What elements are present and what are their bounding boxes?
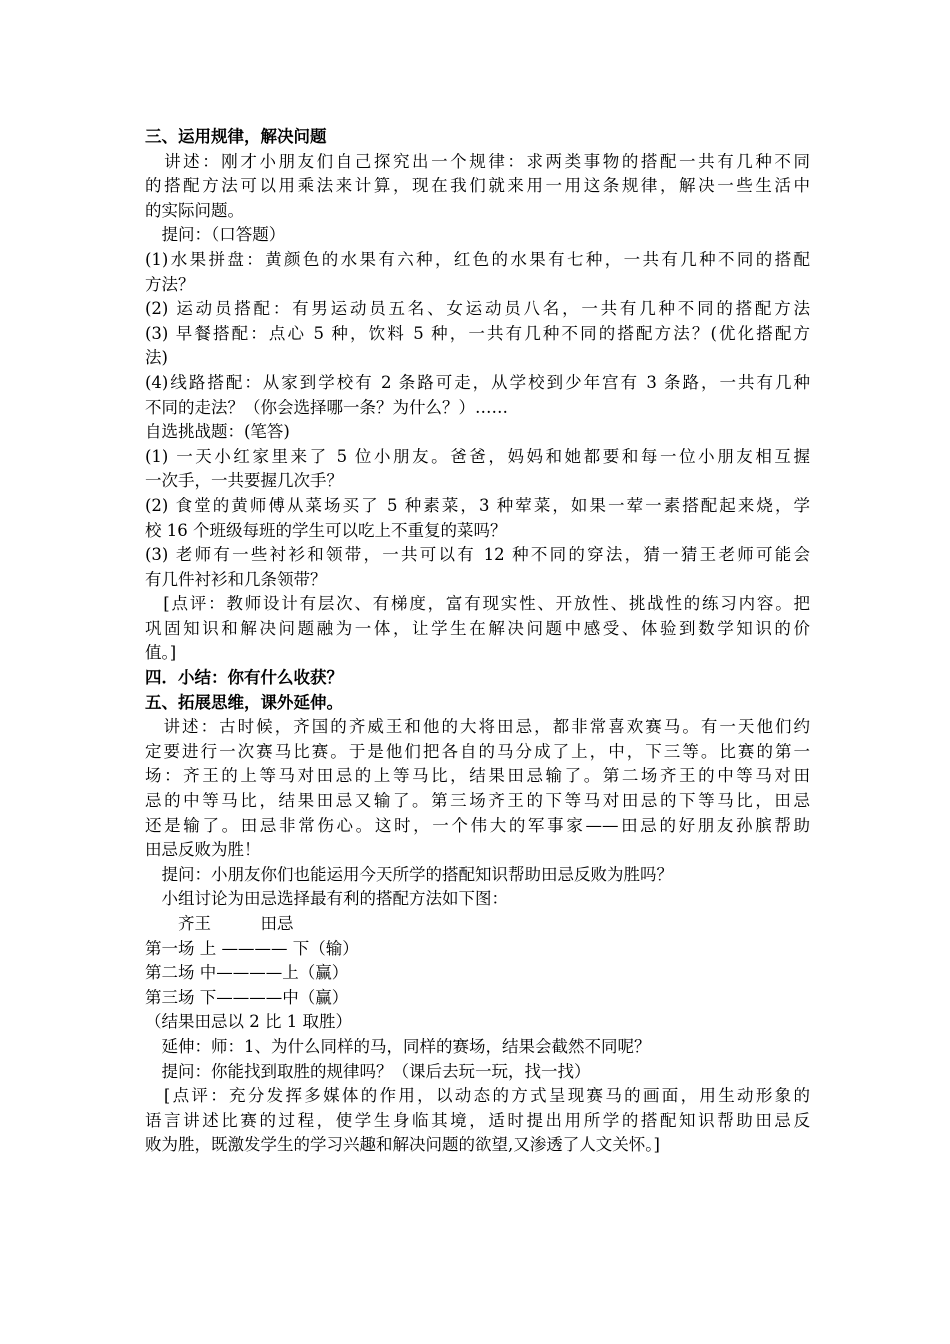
text-line: [点评：教师设计有层次、有梯度，富有现实性、开放性、挑战性的练习内容。把 bbox=[145, 594, 810, 614]
text-line: 有几件衬衫和几条领带？ bbox=[145, 569, 327, 589]
text-line: 校 16 个班级每班的学生可以吃上不重复的菜吗？ bbox=[145, 520, 507, 540]
section-heading: 三、运用规律，解决问题 bbox=[145, 127, 327, 146]
text-line: 定要进行一次赛马比赛。于是他们把各自的马分成了上，中，下三等。比赛的第一 bbox=[145, 741, 810, 761]
text-line: 场：齐王的上等马对田忌的上等马比，结果田忌输了。第二场齐王的中等马对田 bbox=[145, 766, 810, 786]
text-line: 不同的走法？（你会选择哪一条？为什么？）…… bbox=[145, 397, 508, 417]
text-line: (1) 一天小红家里来了 5 位小朋友。爸爸，妈妈和她都要和每一位小朋友相互握 bbox=[145, 446, 810, 466]
text-line: 自选挑战题：(笔答) bbox=[145, 422, 290, 442]
text-line: 提问：小朋友你们也能运用今天所学的搭配知识帮助田忌反败为胜吗？ bbox=[145, 864, 673, 884]
section-heading: 五、拓展思维，课外延伸。 bbox=[145, 692, 343, 712]
text-line: 第三场 下————中（赢） bbox=[145, 987, 349, 1007]
text-line: 第一场 上 ———— 下（输） bbox=[145, 938, 359, 958]
text-line: 还是输了。田忌非常伤心。这时，一个伟大的军事家——田忌的好朋友孙膑帮助 bbox=[145, 815, 810, 835]
text-line: 忌的中等马比，结果田忌又输了。第三场齐王的下等马对田忌的下等马比，田忌 bbox=[145, 791, 810, 811]
text-line: 田忌反败为胜！ bbox=[145, 840, 261, 860]
text-line: 齐王 田忌 bbox=[145, 914, 294, 933]
text-line: (4)线路搭配：从家到学校有 2 条路可走，从学校到少年宫有 3 条路，一共有几种 bbox=[145, 372, 810, 392]
text-line: 法) bbox=[145, 348, 168, 368]
text-line: 败为胜，既激发学生的学习兴趣和解决问题的欲望,又渗透了人文关怀。] bbox=[145, 1135, 660, 1155]
text-line: 讲述：古时候，齐国的齐威王和他的大将田忌，都非常喜欢赛马。有一天他们约 bbox=[145, 717, 810, 737]
text-line: 一次手，一共要握几次手？ bbox=[145, 471, 343, 491]
text-line: 延伸：师：1、为什么同样的马，同样的赛场，结果会截然不同呢？ bbox=[145, 1036, 651, 1056]
text-line: 的搭配方法可以用乘法来计算，现在我们就来用一用这条规律，解决一些生活中 bbox=[145, 176, 810, 196]
text-line: (1)水果拼盘：黄颜色的水果有六种，红色的水果有七种，一共有几种不同的搭配 bbox=[145, 249, 810, 269]
section-heading: 四．小结：你有什么收获？ bbox=[145, 668, 343, 688]
text-line: 讲述：刚才小朋友们自己探究出一个规律：求两类事物的搭配一共有几种不同 bbox=[145, 151, 810, 171]
text-line: [点评：充分发挥多媒体的作用，以动态的方式呈现赛马的画面，用生动形象的 bbox=[145, 1086, 810, 1106]
text-line: （结果田忌以 2 比 1 取胜） bbox=[145, 1012, 352, 1032]
text-line: (2) 运动员搭配：有男运动员五名、女运动员八名，一共有几种不同的搭配方法 bbox=[145, 299, 810, 319]
text-line: (2) 食堂的黄师傅从菜场买了 5 种素菜，3 种荤菜，如果一荤一素搭配起来烧，学 bbox=[145, 495, 810, 515]
text-line: 语言讲述比赛的过程，使学生身临其境，适时提出用所学的搭配知识帮助田忌反 bbox=[145, 1110, 810, 1130]
text-line: 的实际问题。 bbox=[145, 200, 244, 220]
document-page bbox=[145, 125, 810, 1158]
text-line: 巩固知识和解决问题融为一体，让学生在解决问题中感受、体验到数学知识的价 bbox=[145, 618, 810, 638]
text-line: (3) 早餐搭配：点心 5 种，饮料 5 种，一共有几种不同的搭配方法？(优化搭配方 bbox=[145, 323, 810, 343]
text-line: 提问：（口答题） bbox=[145, 225, 286, 245]
text-line: 第二场 中————上（赢） bbox=[145, 963, 349, 983]
text-line: 方法？ bbox=[145, 274, 195, 294]
text-line: (3) 老师有一些衬衫和领带，一共可以有 12 种不同的穿法，猜一猜王老师可能会 bbox=[145, 545, 810, 565]
text-line: 提问：你能找到取胜的规律吗？（课后去玩一玩，找一找） bbox=[145, 1061, 591, 1081]
text-line: 小组讨论为田忌选择最有利的搭配方法如下图： bbox=[145, 889, 508, 909]
text-line: 值。] bbox=[145, 643, 177, 663]
